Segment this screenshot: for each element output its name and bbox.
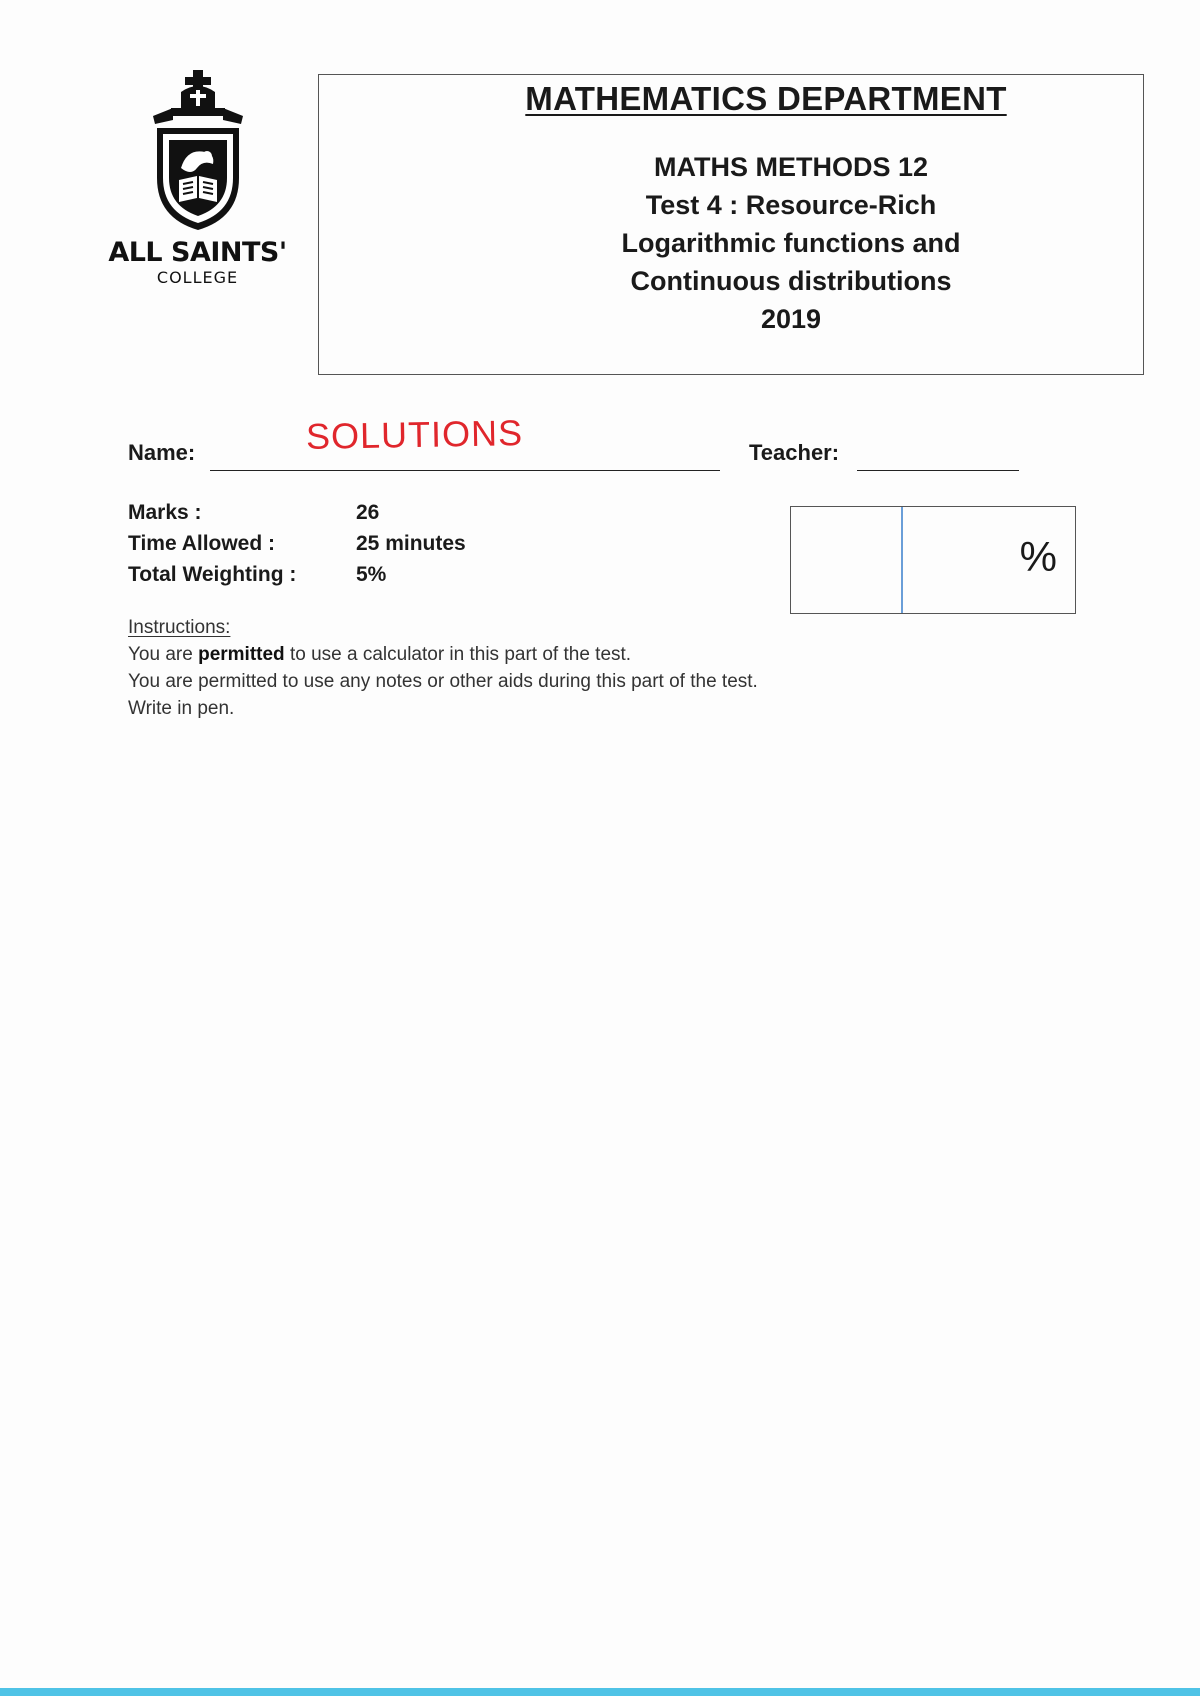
name-label: Name: [128, 440, 196, 465]
test-year: 2019 [760, 304, 822, 334]
bottom-scan-bar [0, 1688, 1200, 1696]
course-name: MATHS METHODS 12 [653, 152, 929, 182]
topic-line-2: Continuous distributions [630, 266, 952, 296]
test-title-block [439, 148, 1143, 338]
instruction-1-pre: You are [128, 644, 199, 665]
instruction-1-bold: permitted [198, 644, 285, 665]
topic-line-1: Logarithmic functions and [621, 228, 961, 258]
instruction-line-1 [128, 641, 758, 668]
marks-value: 26 [356, 501, 380, 524]
logo-wordmark: ALL SAINTS' [108, 237, 287, 268]
logo-subtitle: COLLEGE [156, 268, 239, 287]
percent-symbol: % [1019, 533, 1057, 580]
title-box [318, 74, 1144, 375]
teacher-field[interactable] [857, 470, 1019, 471]
name-handwriting: SOLUTIONS [305, 412, 524, 457]
weighting-value: 5% [356, 563, 387, 586]
marks-label: Marks : [128, 501, 202, 524]
instructions-heading: Instructions: [128, 617, 231, 638]
department-title: MATHEMATICS DEPARTMENT [525, 80, 1007, 117]
instruction-1-post: to use a calculator in this part of the test. [284, 644, 632, 665]
weighting-label: Total Weighting : [128, 563, 297, 586]
college-logo [100, 68, 295, 287]
score-divider [901, 507, 903, 613]
test-name: Test 4 : Resource-Rich [645, 190, 937, 220]
instruction-line-2: You are permitted to use any notes or other aids during this part of the test. [128, 671, 758, 692]
instruction-line-3: Write in pen. [128, 698, 235, 719]
score-box[interactable] [790, 506, 1076, 614]
time-allowed-label: Time Allowed : [128, 532, 276, 555]
name-field[interactable] [210, 470, 720, 471]
time-allowed-value: 25 minutes [356, 532, 466, 555]
instructions [128, 614, 758, 722]
teacher-label: Teacher: [749, 440, 840, 465]
crest-icon [143, 68, 253, 233]
